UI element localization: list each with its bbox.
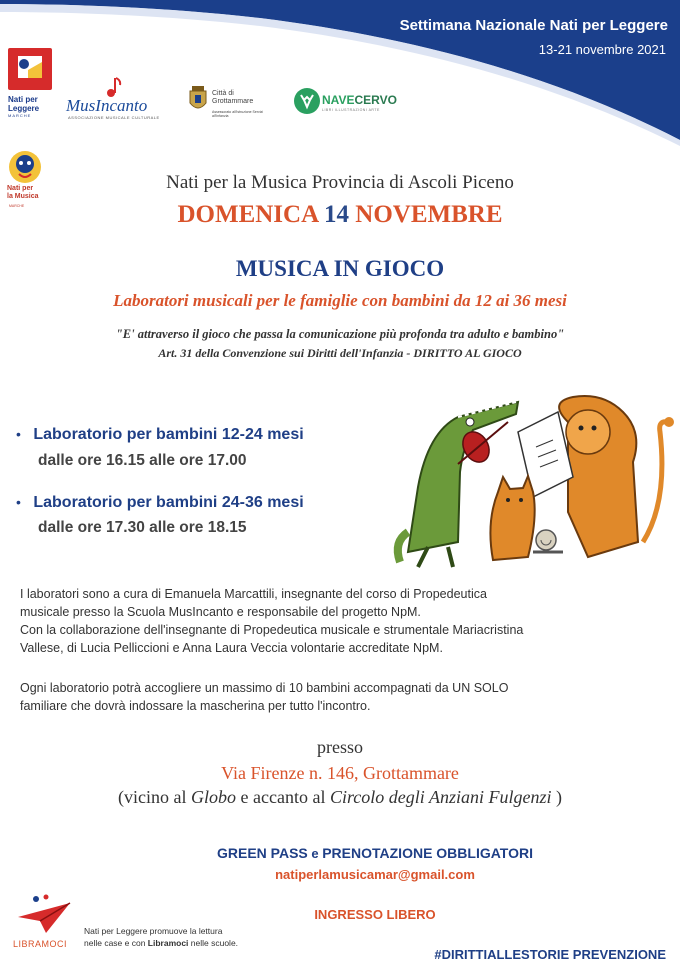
session-title: Laboratorio per bambini 12-24 mesi bbox=[33, 426, 304, 443]
npm-line1: Nati per bbox=[7, 185, 34, 192]
session-1 bbox=[16, 426, 304, 444]
citta-logo bbox=[212, 90, 253, 106]
session-bullet: • bbox=[16, 494, 21, 510]
event-day-number: 14 bbox=[324, 201, 350, 228]
event-subtitle: Nati per la Musica Provincia di Ascoli Piceno bbox=[166, 172, 514, 193]
paragraph-line: familiare che dovrà indossare la mascherina per tutto l'incontro. bbox=[20, 699, 371, 713]
near-globo: Globo bbox=[191, 787, 237, 807]
green-pass-notice bbox=[0, 845, 680, 861]
lion-icon bbox=[559, 396, 674, 557]
npl-logo bbox=[8, 48, 52, 118]
npm-line2: la Musica bbox=[7, 193, 39, 200]
event-title: MUSICA IN GIOCO bbox=[235, 256, 445, 281]
session-time: dalle ore 17.30 alle ore 18.15 bbox=[38, 519, 247, 536]
nave-text: NAVE bbox=[322, 93, 355, 107]
note-l2a: nelle case e con bbox=[84, 938, 148, 948]
city-crest-icon bbox=[188, 85, 208, 113]
snail-icon bbox=[533, 530, 563, 552]
npl-logo-icon bbox=[8, 48, 52, 90]
event-quote: "E' attraverso il gioco che passa la comunicazione più profonda tra adulto e bambino" bbox=[115, 327, 565, 341]
event-article: Art. 31 della Convenzione sui Diritti dell'Infanzia - DIRITTO AL GIOCO bbox=[158, 346, 522, 360]
paragraph-line: Vallese, di Lucia Pelliccioni e Anna Laura Veccia volontarie accreditate NpM. bbox=[20, 641, 443, 655]
location-presso: presso bbox=[317, 737, 363, 757]
event-date bbox=[0, 201, 680, 229]
paragraph-line: musicale presso la Scuola MusIncanto e responsabile del progetto NpM. bbox=[20, 605, 421, 619]
paragraph-organizers bbox=[20, 585, 670, 657]
near-mid: e accanto al bbox=[236, 787, 330, 807]
npl-line1: Nati per bbox=[8, 95, 38, 104]
paragraph-line: Ogni laboratorio potrà accogliere un massimo di 10 bambini accompagnati da UN SOLO bbox=[20, 681, 509, 695]
note-l2c: nelle scuole. bbox=[188, 938, 239, 948]
music-note-icon bbox=[106, 76, 122, 98]
libramoci-note bbox=[84, 925, 284, 949]
green-pass-a: GREEN PASS bbox=[216, 845, 308, 861]
contact-email[interactable]: natiperlamusicamar@gmail.com bbox=[275, 867, 475, 882]
header-title: Settimana Nazionale Nati per Leggere bbox=[399, 17, 668, 34]
session-bullet: • bbox=[16, 426, 21, 442]
hashtag: #DIRITTIALLESTORIE PREVENZIONE bbox=[434, 947, 666, 962]
cervo-text: CERVO bbox=[354, 93, 397, 107]
npl-line3: MARCHE bbox=[8, 113, 32, 118]
animals-illustration bbox=[388, 392, 678, 572]
lab-title: Laboratori musicali per le famiglie con bambini da 12 ai 36 mesi bbox=[113, 291, 567, 310]
session-time: dalle ore 16.15 alle ore 17.00 bbox=[38, 452, 247, 469]
near-open: (vicino al bbox=[118, 787, 192, 807]
session-title: Laboratorio per bambini 24-36 mesi bbox=[33, 494, 304, 511]
location-address: Via Firenze n. 146, Grottammare bbox=[221, 763, 459, 783]
cat-icon bbox=[490, 476, 534, 560]
navecervo-logo bbox=[322, 93, 397, 107]
green-pass-e: e bbox=[307, 846, 323, 861]
green-pass-b: PRENOTAZIONE OBBLIGATORI bbox=[322, 845, 533, 861]
citta-line1: Città di bbox=[212, 90, 234, 97]
note-line2 bbox=[84, 937, 284, 949]
npl-line2: Leggere bbox=[8, 104, 40, 113]
free-entry: INGRESSO LIBERO bbox=[314, 907, 436, 922]
npm-sub: MARCHE bbox=[9, 204, 25, 208]
citta-line2: Grottammare bbox=[212, 98, 254, 105]
musincanto-logo: MusIncanto bbox=[66, 96, 148, 115]
deer-icon bbox=[293, 87, 321, 115]
near-circolo: Circolo degli Anziani Fulgenzi bbox=[329, 787, 552, 807]
near-close: ) bbox=[551, 787, 562, 807]
paragraph-line: I laboratori sono a cura di Emanuela Marcattili, insegnante del corso di Propedeutica bbox=[20, 587, 487, 601]
paragraph-line: Con la collaborazione dell'insegnante di Propedeutica musicale e strumentale Mariacristina bbox=[20, 623, 524, 637]
navecervo-sub: LIBRI ILLUSTRAZIONI ARTE bbox=[322, 108, 380, 112]
note-l2b: Libramoci bbox=[147, 938, 189, 948]
libramoci-logo: LIBRAMOCI bbox=[13, 939, 68, 949]
citta-sub: Assessorato all'Istruzione Servizi all'Infanzia bbox=[212, 110, 264, 118]
event-day: DOMENICA bbox=[177, 201, 318, 228]
note-line1: Nati per Leggere promuove la lettura bbox=[84, 926, 223, 936]
paper-plane-icon bbox=[16, 893, 72, 937]
paragraph-capacity bbox=[20, 679, 670, 715]
location-landmarks bbox=[0, 787, 680, 808]
musincanto-sub: ASSOCIAZIONE MUSICALE CULTURALE bbox=[68, 115, 160, 120]
session-2 bbox=[16, 494, 304, 512]
header-dates: 13-21 novembre 2021 bbox=[538, 42, 666, 57]
event-month: NOVEMBRE bbox=[355, 201, 503, 228]
